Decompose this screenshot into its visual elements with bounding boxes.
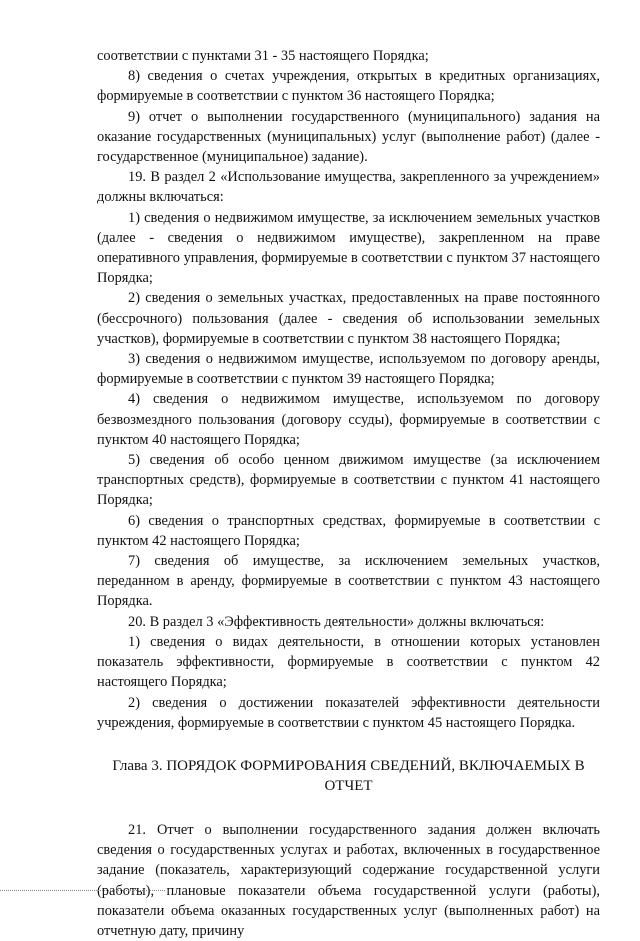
paragraph-clause-19-item-7: 7) сведения об имуществе, за исключением земельных участков, переданном в аренду, формируемые в соответствии с пунктом 43 настоящего Порядка. <box>97 553 600 610</box>
paragraph-clause-19-item-1: 1) сведения о недвижимом имуществе, за исключением земельных участков (далее - сведения о недвижимом имуществе), закрепленном на праве оперативного управления, формируемые в соответствии с пунктом 37 настоящего Порядка; <box>97 209 600 287</box>
paragraph-clause-21: 21. Отчет о выполнении государственного задания должен включать сведения о государственных услугах и работах, включенных в государственное задание (показатель, характеризующий содержание государственной услуги (работы), плановые показатели объема государственной услуги (работы), показатели объема оказанных государственных услуг (выполненных работ) на отчетную дату, причину <box>97 821 600 939</box>
paragraph-clause-19-item-5: 5) сведения об особо ценном движимом имуществе (за исключением транспортных средств), формируемые в соответствии с пунктом 41 настоящего Порядка; <box>97 452 600 509</box>
footer-divider <box>0 890 165 891</box>
paragraph-item-9: 9) отчет о выполнении государственного (муниципального) задания на оказание государственных (муниципальных) услуг (выполнение работ) (далее - государственное (муниципальное) задание). <box>97 108 600 166</box>
paragraph-clause-19-item-3: 3) сведения о недвижимом имуществе, используемом по договору аренды, формируемые в соответствии с пунктом 39 настоящего Порядка; <box>97 351 600 388</box>
paragraph-item-8: 8) сведения о счетах учреждения, открытых в кредитных организациях, формируемые в соответствии с пунктом 36 настоящего Порядка; <box>97 68 600 105</box>
paragraph-clause-19-item-4: 4) сведения о недвижимом имуществе, используемом по договору безвозмездного пользования (договору ссуды), формируемые в соответствии с пунктом 40 настоящего Порядка; <box>97 391 600 448</box>
paragraph-clause-20-item-1: 1) сведения о видах деятельности, в отношении которых установлен показатель эффективности, формируемые в соответствии с пунктом 42 настоящего Порядка; <box>97 633 600 691</box>
paragraph-clause-19: 19. В раздел 2 «Использование имущества, закрепленного за учреждением» должны включаться: <box>97 169 600 206</box>
paragraph-continuation: соответствии с пунктами 31 - 35 настоящего Порядка; <box>97 48 429 64</box>
paragraph-clause-20-item-2: 2) сведения о достижении показателей эффективности деятельности учреждения, формируемые в соответствии с пунктом 45 настоящего Порядка. <box>97 694 600 731</box>
chapter-heading: Глава 3. ПОРЯДОК ФОРМИРОВАНИЯ СВЕДЕНИЙ, ВКЛЮЧАЕМЫХ В ОТЧЕТ <box>112 757 585 794</box>
paragraph-clause-19-item-6: 6) сведения о транспортных средствах, формируемые в соответствии с пунктом 42 настоящего Порядка; <box>97 512 600 549</box>
document-body <box>97 46 600 941</box>
paragraph-clause-20: 20. В раздел 3 «Эффективность деятельности» должны включаться: <box>128 613 545 630</box>
paragraph-clause-19-item-2: 2) сведения о земельных участках, предоставленных на праве постоянного (бессрочного) пользования (далее - сведения об использовании земельных участков), формируемые в соответствии с пунктом 38 настоящего Порядка; <box>97 290 600 347</box>
